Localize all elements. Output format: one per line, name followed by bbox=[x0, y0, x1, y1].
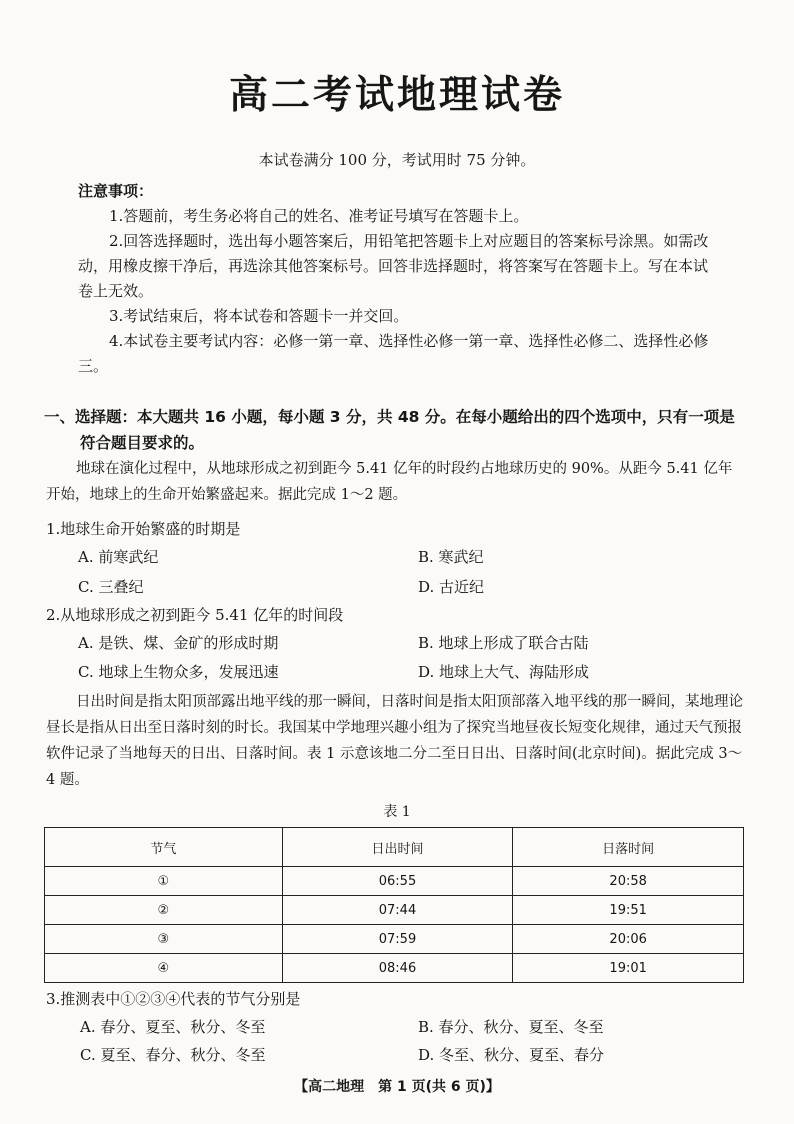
table-cell-term: ② bbox=[45, 896, 283, 925]
table-cell-term: ④ bbox=[45, 954, 283, 983]
passage-1 bbox=[46, 456, 746, 508]
question-3-option-c: C. 夏至、春分、秋分、冬至 bbox=[80, 1046, 266, 1064]
question-1-stem: 1.地球生命开始繁盛的时期是 bbox=[46, 520, 241, 538]
section-heading-line2: 符合题目要求的。 bbox=[80, 434, 205, 452]
question-3-option-a: A. 春分、夏至、秋分、冬至 bbox=[80, 1018, 266, 1036]
table-cell-term: ③ bbox=[45, 925, 283, 954]
table-row bbox=[45, 925, 744, 954]
question-2-option-b: B. 地球上形成了联合古陆 bbox=[418, 634, 589, 652]
table-cell-sunrise: 06:55 bbox=[282, 867, 513, 896]
passage-2-text: 日出时间是指太阳顶部露出地平线的那一瞬间，日落时间是指太阳顶部落入地平线的那一瞬间，某地理论昼长是指从日出至日落时刻的时长。我国某中学地理兴趣小组为了探究当地昼夜长短变化规律，通过天气预报软件记录了当地每天的日出、日落时间。表 1 示意该地二分二至日日出、日落时间(北京时间)。据此完成 3～4 题。 bbox=[46, 694, 743, 788]
passage-2 bbox=[46, 689, 746, 793]
exam-title: 高二考试地理试卷 bbox=[228, 73, 565, 118]
question-1-option-d: D. 古近纪 bbox=[418, 578, 485, 596]
table-cell-sunrise: 07:44 bbox=[282, 896, 513, 925]
table-cell-sunset: 20:58 bbox=[513, 867, 744, 896]
passage-1-text: 地球在演化过程中，从地球形成之初到距今 5.41 亿年的时段约占地球历史的 90%。从距今 5.41 亿年开始，地球上的生命开始繁盛起来。据此完成 1～2 题。 bbox=[46, 461, 733, 503]
section-heading-line1: 一、选择题：本大题共 16 小题，每小题 3 分，共 48 分。在每小题给出的四个选项中，只有一项是 bbox=[44, 408, 735, 426]
table-cell-sunrise: 07:59 bbox=[282, 925, 513, 954]
table-header-row bbox=[45, 828, 744, 867]
notice-item-4: 4.本试卷主要考试内容：必修一第一章、选择性必修一第一章、选择性必修二、选择性必修三。 bbox=[78, 332, 709, 375]
question-1-option-b: B. 寒武纪 bbox=[418, 548, 484, 566]
table-cell-sunrise: 08:46 bbox=[282, 954, 513, 983]
notice-heading: 注意事项： bbox=[78, 182, 154, 200]
question-1-option-c: C. 三叠纪 bbox=[78, 578, 144, 596]
table-header-solar-term: 节气 bbox=[45, 828, 283, 867]
question-3-option-d: D. 冬至、秋分、夏至、春分 bbox=[418, 1046, 605, 1064]
table-caption: 表 1 bbox=[383, 804, 411, 820]
table-header-sunrise: 日出时间 bbox=[282, 828, 513, 867]
question-2-option-a: A. 是铁、煤、金矿的形成时期 bbox=[78, 634, 279, 652]
notice-item-2: 2.回答选择题时，选出每小题答案后，用铅笔把答题卡上对应题目的答案标号涂黑。如需改动，用橡皮擦干净后，再选涂其他答案标号。回答非选择题时，将答案写在答题卡上。写在本试卷上无效。 bbox=[78, 232, 709, 300]
question-3-stem: 3.推测表中①②③④代表的节气分别是 bbox=[46, 990, 301, 1008]
notice-block bbox=[78, 179, 718, 379]
question-3-option-b: B. 春分、秋分、夏至、冬至 bbox=[418, 1018, 604, 1036]
table-cell-term: ① bbox=[45, 867, 283, 896]
table-header-sunset: 日落时间 bbox=[513, 828, 744, 867]
notice-item-3: 3.考试结束后，将本试卷和答题卡一并交回。 bbox=[109, 307, 409, 325]
table-row bbox=[45, 954, 744, 983]
table-row bbox=[45, 867, 744, 896]
exam-subtitle: 本试卷满分 100 分，考试用时 75 分钟。 bbox=[258, 151, 536, 169]
question-2-option-d: D. 地球上大气、海陆形成 bbox=[418, 663, 590, 681]
question-2-option-c: C. 地球上生物众多，发展迅速 bbox=[78, 663, 279, 681]
notice-item-1: 1.答题前，考生务必将自己的姓名、准考证号填写在答题卡上。 bbox=[109, 207, 529, 225]
section-heading bbox=[44, 404, 744, 456]
sunrise-sunset-table bbox=[44, 827, 744, 983]
table-cell-sunset: 19:51 bbox=[513, 896, 744, 925]
table-row bbox=[45, 896, 744, 925]
page-footer: 【高二地理 第 1 页(共 6 页)】 bbox=[294, 1079, 500, 1095]
question-2-stem: 2.从地球形成之初到距今 5.41 亿年的时间段 bbox=[46, 606, 344, 624]
table-cell-sunset: 20:06 bbox=[513, 925, 744, 954]
table-cell-sunset: 19:01 bbox=[513, 954, 744, 983]
question-1-option-a: A. 前寒武纪 bbox=[78, 548, 159, 566]
